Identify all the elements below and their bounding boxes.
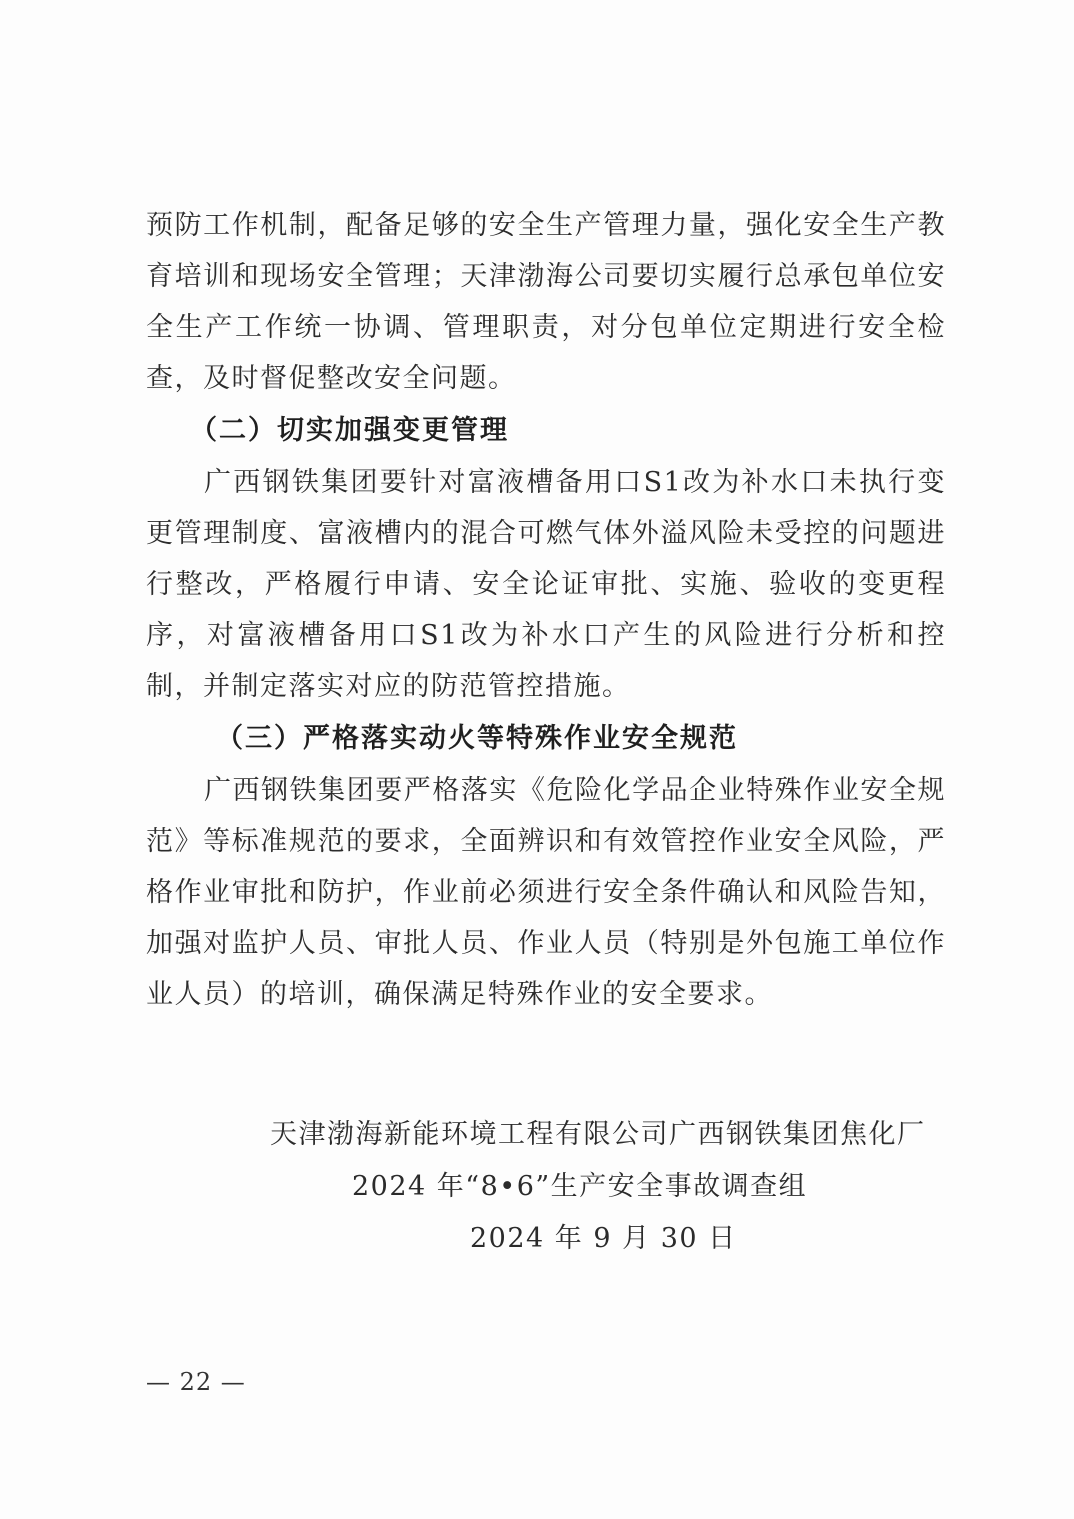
signature-investigation-group: 2024 年“8•6”生产安全事故调查组 bbox=[352, 1171, 808, 1202]
section-3-heading: （三）严格落实动火等特殊作业安全规范 bbox=[216, 723, 738, 754]
continued-paragraph: 预防工作机制，配备足够的安全生产管理力量，强化安全生产教育培训和现场安全管理；天津渤海公司要切实履行总承包单位安全生产工作统一协调、管理职责，对分包单位定期进行安全检查，及时督促整改安全问题。 bbox=[146, 210, 946, 394]
section-2-heading: （二）切实加强变更管理 bbox=[190, 415, 509, 446]
page-number: — 22 — bbox=[146, 1368, 246, 1396]
signature-date: 2024 年 9 月 30 日 bbox=[470, 1223, 737, 1254]
document-body bbox=[146, 200, 946, 1020]
section-3-paragraph: 广西钢铁集团要严格落实《危险化学品企业特殊作业安全规范》等标准规范的要求，全面辨识和有效管控作业安全风险，严格作业审批和防护，作业前必须进行安全条件确认和风险告知，加强对监护人员、审批人员、作业人员（特别是外包施工单位作业人员）的培训，确保满足特殊作业的安全要求。 bbox=[146, 775, 946, 1010]
section-2-paragraph: 广西钢铁集团要针对富液槽备用口S1改为补水口未执行变更管理制度、富液槽内的混合可燃气体外溢风险未受控的问题进行整改，严格履行申请、安全论证审批、实施、验收的变更程序，对富液槽备用口S1改为补水口产生的风险进行分析和控制，并制定落实对应的防范管控措施。 bbox=[146, 467, 946, 702]
signature-organization: 天津渤海新能环境工程有限公司广西钢铁集团焦化厂 bbox=[270, 1119, 926, 1150]
